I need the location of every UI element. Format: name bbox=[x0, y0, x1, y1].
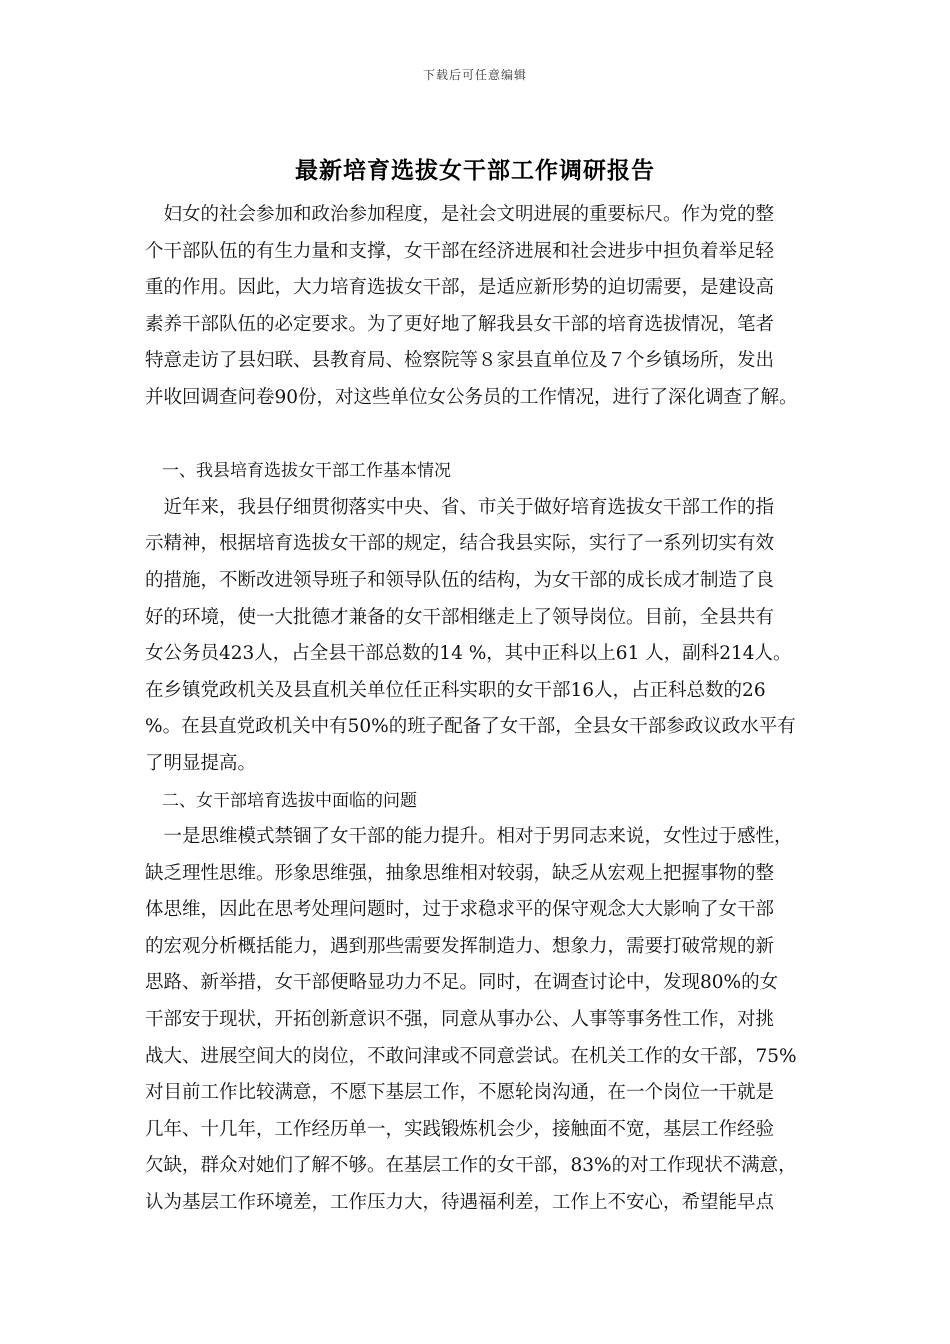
text-line: 妇女的社会参加和政治参加程度，是社会文明进展的重要标尺。作为党的整 bbox=[145, 204, 775, 225]
section-heading: 二、女干部培育选拔中面临的问题 bbox=[145, 790, 417, 811]
text-line: 几年、十几年，工作经历单一，实践锻炼机会少，接触面不宽，基层工作经验 bbox=[145, 1118, 775, 1140]
text-line: 战大、进展空间大的岗位，不敢问津或不同意尝试。在机关工作的女干部，75% bbox=[145, 1045, 797, 1067]
text-line: 女公务员423人，占全县干部总数的14 %，其中正科以上61 人，副科214人。 bbox=[145, 643, 792, 665]
section-heading: 一、我县培育选拔女干部工作基本情况 bbox=[145, 461, 451, 482]
text-line: 在乡镇党政机关及县直机关单位任正科实职的女干部16人，占正科总数的26 bbox=[145, 679, 766, 701]
section-1 bbox=[145, 453, 825, 782]
text-line: 欠缺，群众对她们了解不够。在基层工作的女干部，83%的对工作现状不满意， bbox=[145, 1155, 797, 1177]
text-line: 的措施，不断改进领导班子和领导队伍的结构，为女干部的成长成才制造了良 bbox=[145, 569, 775, 591]
intro-paragraph bbox=[145, 197, 825, 417]
header-note: 下载后可任意编辑 bbox=[422, 68, 527, 82]
text-line: 体思维，因此在思考处理问题时，过于求稳求平的保守观念大大影响了女干部 bbox=[145, 899, 775, 921]
text-line: 素养干部队伍的必定要求。为了更好地了解我县女干部的培育选拔情况，笔者 bbox=[145, 313, 775, 335]
text-line: 近年来，我县仔细贯彻落实中央、省、市关于做好培育选拔女干部工作的指 bbox=[145, 496, 775, 518]
text-line: 思路、新举措，女干部便略显功力不足。同时，在调查讨论中，发现80%的女 bbox=[145, 972, 779, 994]
text-line: 认为基层工作环境差，工作压力大，待遇福利差，工作上不安心，希望能早点 bbox=[145, 1192, 775, 1214]
text-line: 特意走访了县妇联、县教育局、检察院等８家县直单位及７个乡镇场所，发出 bbox=[145, 350, 775, 372]
text-line: 对目前工作比较满意，不愿下基层工作，不愿轮岗沟通，在一个岗位一干就是 bbox=[145, 1082, 775, 1104]
text-line: 好的环境，使一大批德才兼备的女干部相继走上了领导岗位。目前，全县共有 bbox=[145, 606, 775, 628]
text-line: 并收回调查问卷90份，对这些单位女公务员的工作情况，进行了深化调查了解。 bbox=[145, 386, 798, 408]
text-line: 一是思维模式禁锢了女干部的能力提升。相对于男同志来说，女性过于感性， bbox=[145, 826, 793, 848]
document-body bbox=[145, 197, 825, 1222]
document-title: 最新培育选拔女干部工作调研报告 bbox=[295, 157, 655, 184]
text-line: 缺乏理性思维。形象思维强，抽象思维相对较弱，缺乏从宏观上把握事物的整 bbox=[145, 862, 775, 884]
text-line: 重的作用。因此，大力培育选拔女干部，是适应新形势的迫切需要，是建设高 bbox=[145, 277, 775, 299]
section-2 bbox=[145, 783, 825, 1222]
paragraph-spacer bbox=[145, 417, 825, 454]
text-line: 了明显提高。 bbox=[145, 752, 257, 774]
text-line: 的宏观分析概括能力，遇到那些需要发挥制造力、想象力，需要打破常规的新 bbox=[145, 935, 775, 957]
text-line: 个干部队伍的有生力量和支撑，女干部在经济进展和社会进步中担负着举足轻 bbox=[145, 240, 775, 262]
text-line: 示精神，根据培育选拔女干部的规定，结合我县实际，实行了一系列切实有效 bbox=[145, 533, 775, 555]
text-line: 干部安于现状，开拓创新意识不强，同意从事办公、人事等事务性工作，对挑 bbox=[145, 1009, 775, 1031]
text-line: %。在县直党政机关中有50%的班子配备了女干部，全县女干部参政议政水平有 bbox=[145, 716, 796, 738]
